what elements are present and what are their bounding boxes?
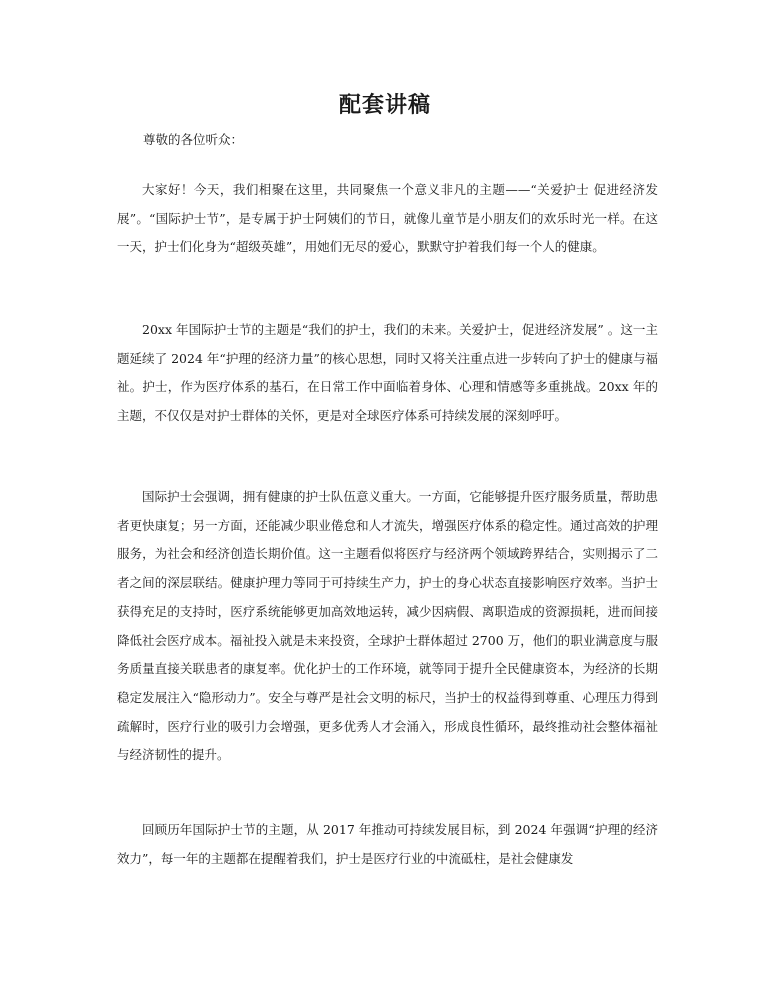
paragraph-4: 回顾历年国际护士节的主题，从 2017 年推动可持续发展目标，到 2024 年强调“护理的经济效力”，每一年的主题都在提醒着我们，护士是医疗行业的中流砥柱，是社会健康发 — [117, 822, 658, 866]
paragraph-1: 大家好！今天，我们相聚在这里，共同聚焦一个意义非凡的主题——“关爱护士 促进经济发展”。“国际护士节”，是专属于护士阿姨们的节日，就像儿童节是小朋友们的欢乐时光一样。在这一天，护士们化身为“超级英雄”，用她们无尽的爱心，默默守护着我们每一个人的健康。 — [117, 182, 658, 255]
paragraph-2: 20xx 年国际护士节的主题是“我们的护士，我们的未来。关爱护士，促进经济发展” 。这一主题延续了 2024 年“护理的经济力量”的核心思想，同时又将关注重点进一步转向了护士的健康与福祉。护士，作为医疗体系的基石，在日常工作中面临着身体、心理和情感等多重挑战。20xx 年的主题，不仅仅是对护士群体的关怀，更是对全球医疗体系可持续发展的深刻呼吁。 — [117, 322, 658, 424]
document-title: 配套讲稿 — [338, 92, 431, 118]
paragraph-3: 国际护士会强调，拥有健康的护士队伍意义重大。一方面，它能够提升医疗服务质量，帮助患者更快康复；另一方面，还能减少职业倦怠和人才流失，增强医疗体系的稳定性。通过高效的护理服务，为社会和经济创造长期价值。这一主题看似将医疗与经济两个领域跨界结合，实则揭示了二者之间的深层联结。健康护理力等同于可持续生产力，护士的身心状态直接影响医疗效率。当护士获得充足的支持时，医疗系统能够更加高效地运转，减少因病假、离职造成的资源损耗，进而间接降低社会医疗成本。福祉投入就是未来投资，全球护士群体超过 2700 万，他们的职业满意度与服务质量直接关联患者的康复率。优化护士的工作环境，就等同于提升全民健康资本，为经济的长期稳定发展注入“隐形动力”。安全与尊严是社会文明的标尺，当护士的权益得到尊重、心理压力得到疏解时，医疗行业的吸引力会增强，更多优秀人才会涌入，形成良性循环，最终推动社会整体福祉与经济韧性的提升。 — [117, 489, 658, 763]
greeting-line: 尊敬的各位听众： — [143, 132, 244, 147]
